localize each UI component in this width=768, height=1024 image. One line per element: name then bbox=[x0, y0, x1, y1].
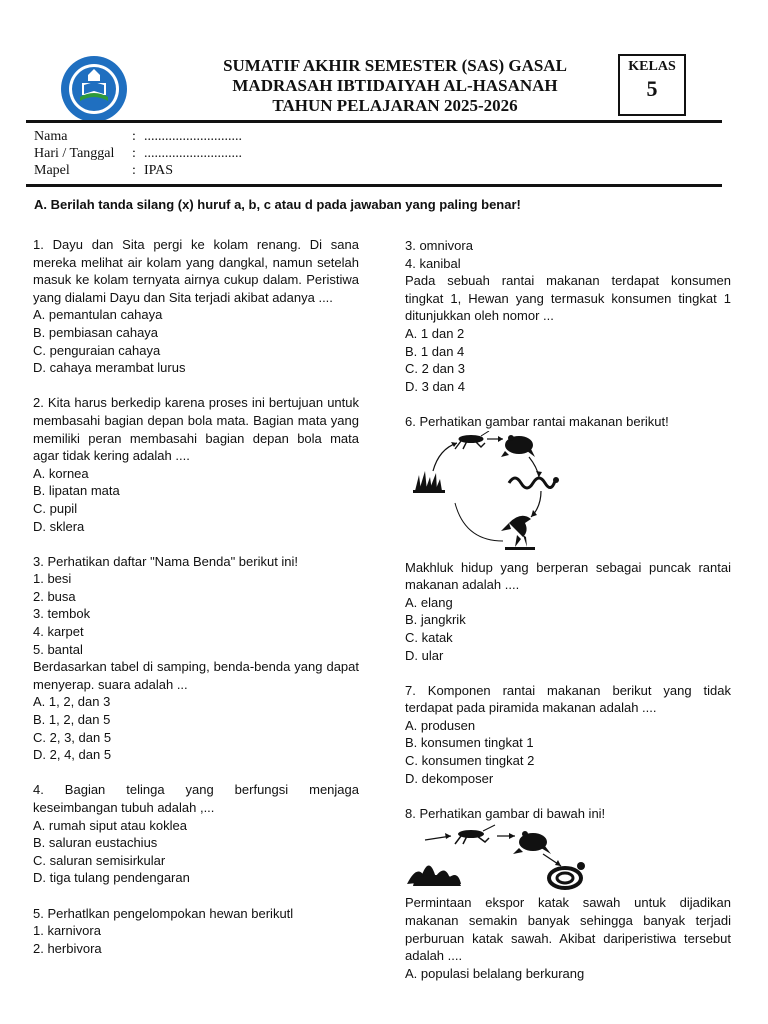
q6-option-b[interactable]: B. jangkrik bbox=[405, 612, 466, 628]
q3-question: Berdasarkan tabel di samping, benda-benda yang dapat menyerap. suara adalah ... bbox=[33, 659, 359, 692]
q8-question: Permintaan ekspor katak sawah untuk dijadikan makanan semakin banyak sehingga banyak terjadi perburuan katak sawah. Akibat dariperistiwa tersebut adalah .... bbox=[405, 895, 731, 964]
q3-option-b[interactable]: B. 1, 2, dan 5 bbox=[33, 712, 111, 728]
q2-option-b[interactable]: B. lipatan mata bbox=[33, 483, 120, 499]
academic-year: TAHUN PELAJARAN 2025-2026 bbox=[272, 96, 518, 115]
q7-option-a[interactable]: A. produsen bbox=[405, 717, 476, 733]
left-column bbox=[33, 236, 359, 957]
q6-option-d[interactable]: D. ular bbox=[405, 647, 444, 663]
q5-option-a[interactable]: A. 1 dan 2 bbox=[405, 325, 465, 341]
snake-icon bbox=[509, 477, 559, 488]
q3-text: 3. Perhatikan daftar "Nama Benda" berikut ini! bbox=[33, 553, 299, 569]
q5-list-item: 1. karnivora bbox=[33, 923, 101, 939]
q3-list-item: 3. tembok bbox=[33, 606, 91, 622]
q3-list-item: 2. busa bbox=[33, 588, 76, 604]
madrasah-logo bbox=[60, 55, 128, 123]
snake-icon bbox=[549, 862, 585, 888]
subject-value: IPAS bbox=[144, 163, 174, 178]
name-field[interactable]: ............................ bbox=[144, 129, 242, 144]
q4-text: 4. Bagian telinga yang berfungsi menjaga keseimbangan tubuh adalah ,... bbox=[33, 782, 359, 815]
q5-list-item: 3. omnivora bbox=[405, 238, 473, 253]
q6-option-a[interactable]: A. elang bbox=[405, 594, 453, 610]
food-chain-figure bbox=[405, 431, 731, 559]
identity-divider bbox=[26, 184, 722, 187]
frog-icon bbox=[501, 435, 535, 457]
class-box bbox=[618, 54, 686, 116]
q2-text: 2. Kita harus berkedip karena proses ini bertujuan untuk membasahi bagian depan bola mata. Bagian mata yang memiliki peran membasahi bagian depan bola mata agar tidak kering adalah .... bbox=[33, 395, 359, 464]
q4-option-a[interactable]: A. rumah siput atau koklea bbox=[33, 817, 187, 833]
q4-option-d[interactable]: D. tiga tulang pendengaran bbox=[33, 870, 190, 886]
frog-icon bbox=[513, 831, 551, 854]
class-value: 5 bbox=[646, 76, 658, 101]
q5-question: Pada sebuah rantai makanan terdapat konsumen tingkat 1, Hewan yang termasuk konsumen tingkat 1 ditunjukkan oleh nomor ... bbox=[405, 273, 731, 324]
q5-option-d[interactable]: D. 3 dan 4 bbox=[405, 378, 465, 394]
q7-text: 7. Komponen rantai makanan berikut yang tidak terdapat pada piramida makanan adalah .... bbox=[405, 682, 731, 716]
q1-option-d[interactable]: D. cahaya merambat lurus bbox=[33, 360, 186, 376]
q2-option-a[interactable]: A. kornea bbox=[33, 465, 89, 481]
q8-option-a[interactable]: A. populasi belalang berkurang bbox=[405, 965, 585, 981]
q6-text: 6. Perhatikan gambar rantai makanan berikut! bbox=[405, 413, 669, 429]
q2-option-c[interactable]: C. pupil bbox=[33, 500, 78, 516]
identity-name-row: Nama : ............................ bbox=[34, 129, 242, 144]
school-name: MADRASAH IBTIDAIYAH AL-HASANAH bbox=[232, 76, 558, 95]
q1-option-c[interactable]: C. penguraian cahaya bbox=[33, 342, 161, 358]
eagle-icon bbox=[501, 515, 535, 549]
identity-subject-row: Mapel : IPAS bbox=[34, 163, 174, 178]
q5-option-b[interactable]: B. 1 dan 4 bbox=[405, 343, 465, 359]
food-web-figure bbox=[405, 822, 731, 894]
q1-option-b[interactable]: B. pembiasan cahaya bbox=[33, 324, 159, 340]
q3-list-item: 1. besi bbox=[33, 571, 72, 587]
date-field[interactable]: ............................ bbox=[144, 146, 242, 161]
q7-option-b[interactable]: B. konsumen tingkat 1 bbox=[405, 735, 534, 751]
grasshopper-icon bbox=[455, 431, 489, 449]
grass-icon bbox=[413, 471, 445, 493]
q6-question: Makhluk hidup yang berperan sebagai puncak rantai makanan adalah .... bbox=[405, 559, 731, 593]
q6-option-c[interactable]: C. katak bbox=[405, 629, 453, 645]
q2-option-d[interactable]: D. sklera bbox=[33, 518, 85, 534]
section-instruction: A. Berilah tanda silang (x) huruf a, b, c atau d pada jawaban yang paling benar! bbox=[34, 197, 521, 212]
grass-icon bbox=[407, 866, 461, 887]
q3-list-item: 4. karpet bbox=[33, 624, 84, 640]
q7-option-c[interactable]: C. konsumen tingkat 2 bbox=[405, 753, 535, 769]
q7-option-d[interactable]: D. dekomposer bbox=[405, 770, 494, 786]
q3-option-d[interactable]: D. 2, 4, dan 5 bbox=[33, 747, 112, 763]
q5-list-item: 4. kanibal bbox=[405, 255, 461, 271]
q5-text: 5. Perhatlkan pengelompokan hewan berikutl bbox=[33, 905, 294, 921]
q5-option-c[interactable]: C. 2 dan 3 bbox=[405, 361, 465, 377]
q4-option-b[interactable]: B. saluran eustachius bbox=[33, 835, 158, 851]
right-column bbox=[405, 237, 731, 982]
q8-text: 8. Perhatikan gambar di bawah ini! bbox=[405, 805, 606, 821]
class-label: KELAS bbox=[628, 59, 676, 74]
q4-option-c[interactable]: C. saluran semisirkular bbox=[33, 852, 166, 868]
identity-date-row: Hari / Tanggal : ............................ bbox=[34, 146, 242, 161]
q3-option-c[interactable]: C. 2, 3, dan 5 bbox=[33, 729, 112, 745]
exam-title: SUMATIF AKHIR SEMESTER (SAS) GASAL bbox=[223, 56, 567, 75]
q3-option-a[interactable]: A. 1, 2, dan 3 bbox=[33, 694, 111, 710]
grasshopper-icon bbox=[455, 825, 495, 844]
q5-list-item: 2. herbivora bbox=[33, 940, 102, 956]
header-divider bbox=[26, 120, 722, 123]
q1-text: 1. Dayu dan Sita pergi ke kolam renang. Di sana mereka melihat air kolam yang dangkal, namun setelah masuk ke kolam ternyata airnya cukup dalam. Peristiwa yang dialami Dayu dan Sita terjadi akibat adanya .... bbox=[33, 237, 359, 305]
q1-option-a[interactable]: A. pemantulan cahaya bbox=[33, 307, 163, 323]
q3-list-item: 5. bantal bbox=[33, 641, 83, 657]
